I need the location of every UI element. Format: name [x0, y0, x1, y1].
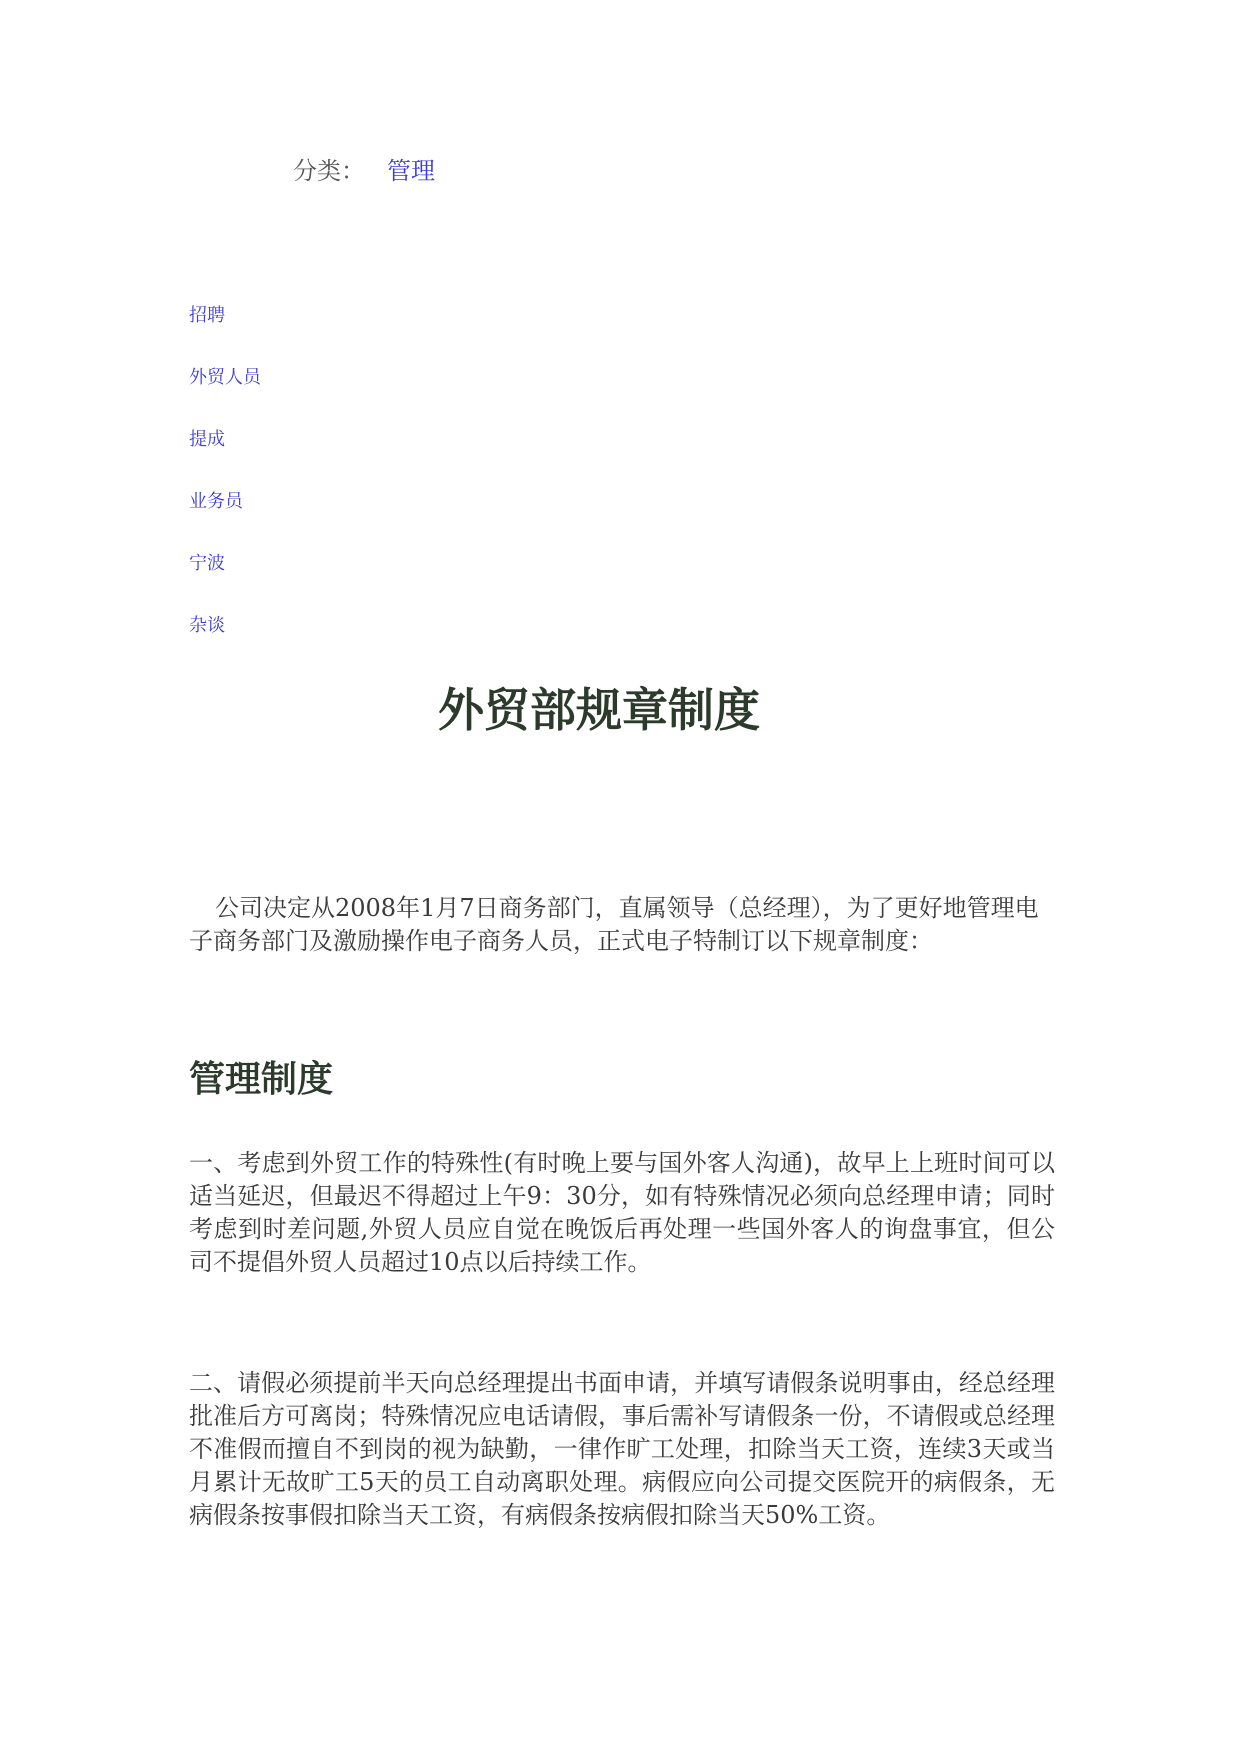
intro-paragraph: 公司决定从2008年1月7日商务部门，直属领导（总经理），为了更好地管理电子商务部门及激励操作电子商务人员，正式电子特制订以下规章制度： [189, 894, 1039, 955]
tag-link-foreign-trade-staff[interactable]: 外贸人员 [189, 367, 261, 388]
rule-paragraph-1: 一、考虑到外贸工作的特殊性(有时晚上要与国外客人沟通)，故早上上班时间可以适当延迟，但最迟不得超过上午9：30分，如有特殊情况必须向总经理申请；同时考虑到时差问题,外贸人员应自觉在晚饭后再处理一些国外客人的询盘事宜，但公司不提倡外贸人员超过10点以后持续工作。 [189, 1149, 1055, 1276]
tag-item [189, 552, 261, 614]
tag-list [189, 304, 261, 676]
category-label: 分类： [293, 157, 365, 185]
tag-item [189, 428, 261, 490]
rule-paragraph-2: 二、请假必须提前半天向总经理提出书面申请，并填写请假条说明事由，经总经理批准后方可离岗；特殊情况应电话请假，事后需补写请假条一份，不请假或总经理不准假而擅自不到岗的视为缺勤，一律作旷工处理，扣除当天工资，连续3天或当月累计无故旷工5天的员工自动离职处理。病假应向公司提交医院开的病假条，无病假条按事假扣除当天工资，有病假条按病假扣除当天50%工资。 [189, 1369, 1055, 1529]
tag-item [189, 304, 261, 366]
tag-link-recruitment[interactable]: 招聘 [189, 305, 225, 326]
category-link-management[interactable]: 管理 [387, 157, 435, 185]
tag-item [189, 614, 261, 676]
tag-link-commission[interactable]: 提成 [189, 429, 225, 450]
tag-item [189, 490, 261, 552]
tag-item [189, 366, 261, 428]
tag-link-miscellaneous[interactable]: 杂谈 [189, 615, 225, 636]
section-heading: 管理制度 [189, 1058, 334, 1100]
category-row [293, 155, 435, 187]
tag-link-ningbo[interactable]: 宁波 [189, 553, 225, 574]
document-title: 外贸部规章制度 [438, 683, 760, 737]
tag-link-salesperson[interactable]: 业务员 [189, 491, 243, 512]
